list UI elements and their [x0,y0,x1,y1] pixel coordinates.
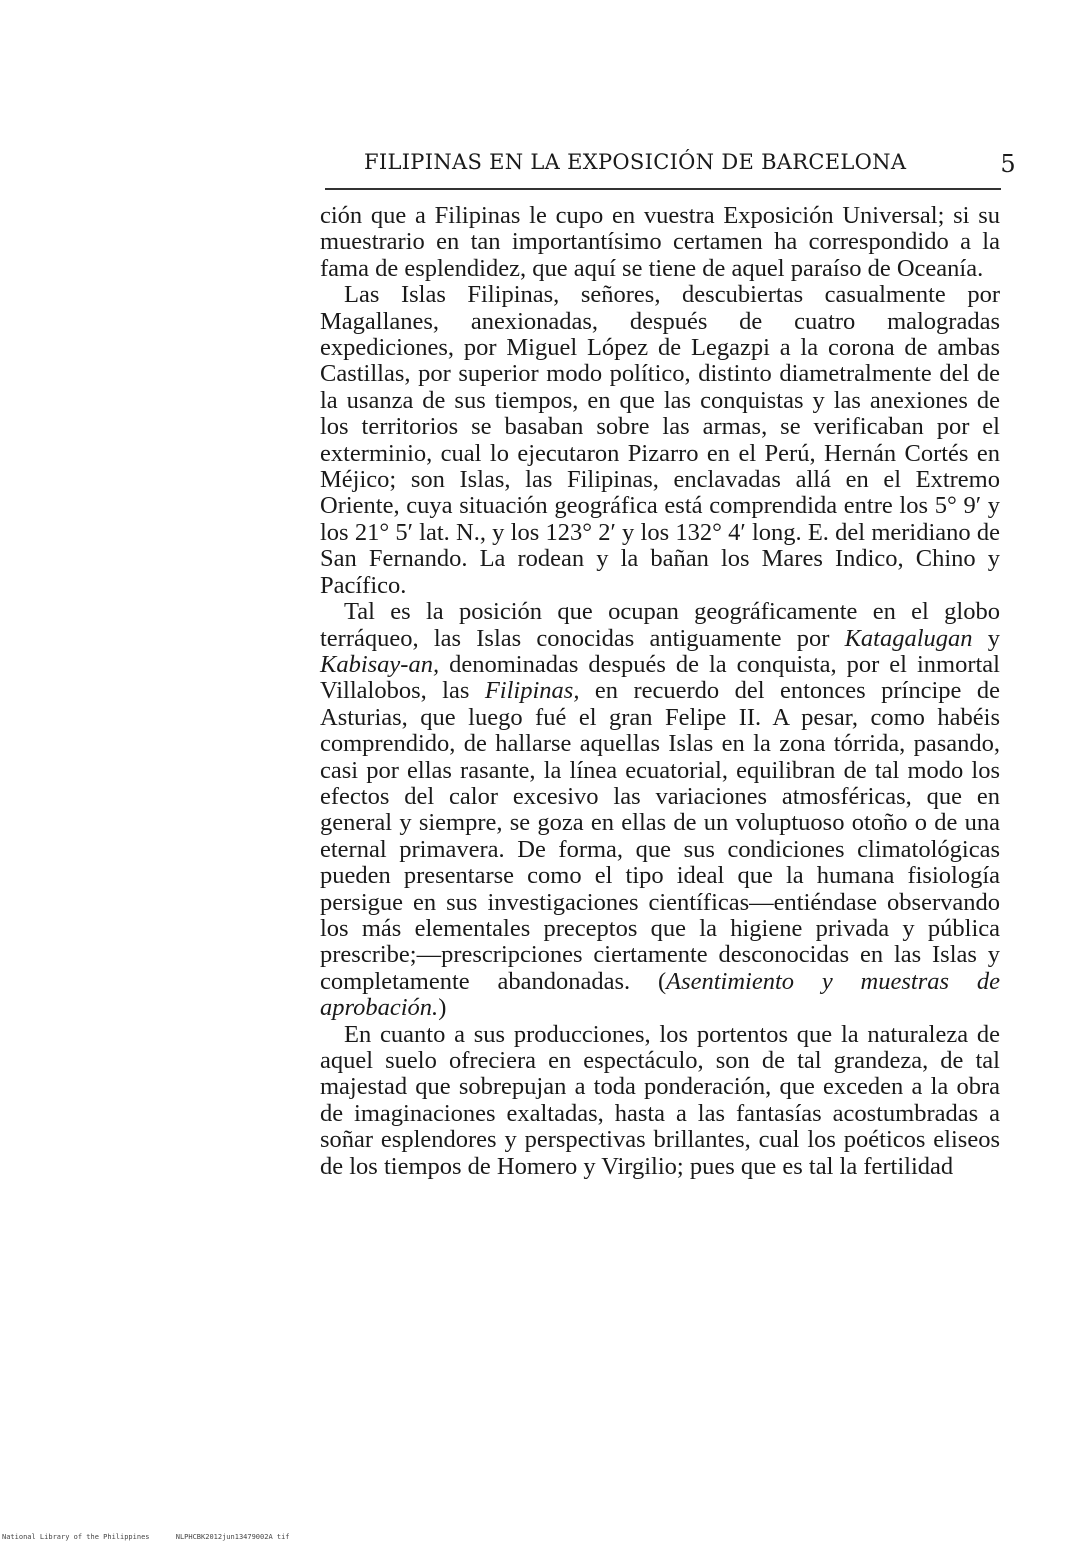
paragraph [320,203,1000,282]
paragraph [320,599,1000,1022]
file-id-stamp: NLPHCBK2012jun13479002A tif [175,1533,290,1541]
text-run: ) [438,994,447,1022]
text-run: en recuerdo del entonces príncipe de Asturias, que luego fué el gran Felipe II. A pesar, como habéis comprendido, de hallarse aquellas Islas en la zona tórrida, pasando, casi por ellas rasante, la línea ecuatorial, equilibran de tal modo los efectos del calor excesivo las variaciones atmosféricas, que en general y siempre, se goza en ellas de un voluptuoso otoño o de una eternal primavera. De forma, que sus condiciones climatológicas pueden presentarse como el tipo ideal que la humana fisiología persigue en sus investigaciones científicas—entiéndase observando los más elementales preceptos que la higiene privada y pública prescribe;—prescripciones ciertamente desconocidas en las Islas y completamente abandonadas. ( [320,677,1000,995]
scan-footer-stamp [2,1533,312,1541]
text-run: En cuanto a sus producciones, los portentos que la naturaleza de aquel suelo ofreciera en espectáculo, son de tal grandeza, de tal majestad que sobrepujan a toda ponderación, que exceden a la obra de imaginaciones exaltadas, hasta a las fantasías acostumbradas a soñar esplendores y perspectivas brillantes, cual los poéticos eliseos de los tiempos de Homero y Virgilio; pues que es tal la fertilidad [320,1020,1000,1180]
page-number: 5 [1000,150,1016,178]
text-run: denominadas después de la conquista, por el inmortal Villalobos, las [320,650,1000,705]
running-head-title: FILIPINAS EN LA EXPOSICIÓN DE BARCELONA [364,150,907,174]
running-head [322,150,1022,180]
header-rule [325,188,1001,190]
paragraph [320,282,1000,599]
text-run: y [972,624,1001,652]
italic-run: Kabisay-an, [320,650,440,678]
italic-run: Asentimiento y muestras de aprobación. [320,967,1000,1022]
text-run: Las Islas Filipinas, señores, descubiertas casualmente por Magallanes, anexionadas, después de cuatro malogradas expediciones, por Miguel López de Legazpi a la corona de ambas Castillas, por superior modo político, distinto diametralmente del de la usanza de sus tiempos, en que las conquistas y las anexiones de los territorios se basaban sobre las armas, se verificaban por el exterminio, cual lo ejecutaron Pizarro en el Perú, Hernán Cortés en Méjico; son Islas, las Filipinas, enclavadas allá en el Extremo Oriente, cuya situación geográfica está comprendida entre los 5° 9′ y los 21° 5′ lat. N., y los 123° 2′ y los 132° 4′ long. E. del meridiano de San Fernando. La rodean y la bañan los Mares Indico, Chino y Pacífico. [320,281,1000,599]
body-text [320,203,1000,1180]
text-run: Tal es la posición que ocupan geográficamente en el globo terráqueo, las Islas conocidas antiguamente por [320,598,1000,652]
italic-run: Filipinas, [484,677,580,705]
text-run: ción que a Filipinas le cupo en vuestra Exposición Universal; si su muestrario en tan importantísimo certamen ha correspondido a la fama de esplendidez, que aquí se tiene de aquel paraíso de Oceanía. [320,202,1000,282]
italic-run: Katagalugan [844,624,973,652]
paragraph [320,1022,1000,1180]
library-stamp: National Library of the Philippines [2,1533,150,1541]
